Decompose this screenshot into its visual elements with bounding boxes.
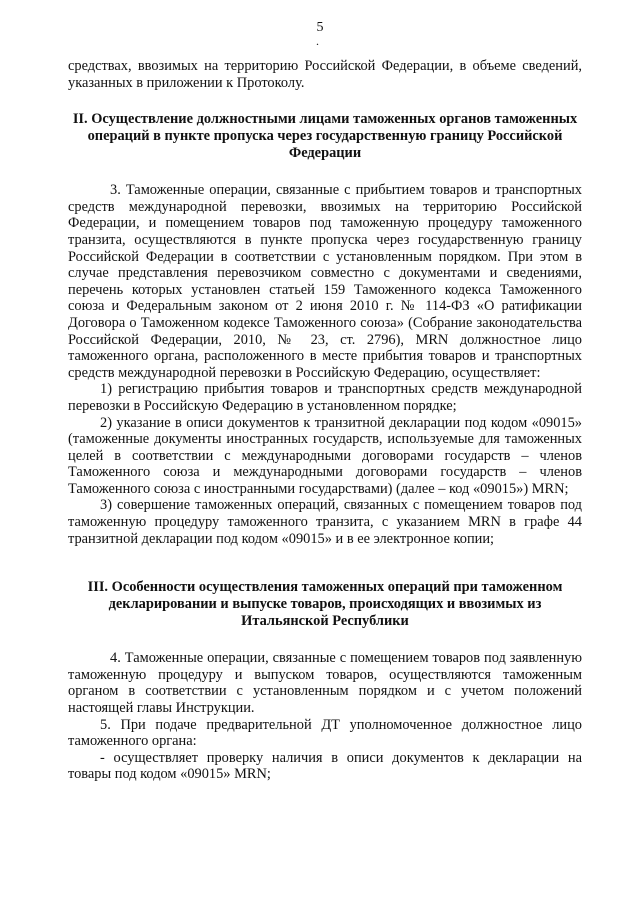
page-mark: . xyxy=(316,34,319,48)
page-number: 5 xyxy=(316,20,324,35)
list-item-2: 2) указание в описи документов к транзитной декларации под кодом «09015» (таможенные документы иностранных государств, используемые для таможенных целей в соответствии с международными договорами государств – членов Таможенного союза и международными договорами государств – членов Таможенного союза с иностранными государствами) (далее – код «09015») MRN; xyxy=(68,414,582,497)
document-body xyxy=(68,58,582,783)
list-item-3: 3) совершение таможенных операций, связанных с помещением товаров под таможенную процедуру таможенного транзита, с указанием MRN в графе 44 транзитной декларации под кодом «09015» и в ее электронное копии; xyxy=(68,497,582,547)
list-item-1: 1) регистрацию прибытия товаров и транспортных средств международной перевозки в Российскую Федерацию в установленном порядке; xyxy=(68,381,582,414)
intro-paragraph: средствах, ввозимых на территорию Российской Федерации, в объеме сведений, указанных в приложении к Протоколу. xyxy=(68,58,582,91)
section-3-heading: III. Особенности осуществления таможенных операций при таможенном декларировании и выпуске товаров, происходящих и ввозимых из Итальянской Республики xyxy=(87,579,563,630)
paragraph-5: 5. При подаче предварительной ДТ уполномоченное должностное лицо таможенного органа: xyxy=(68,716,582,750)
section-2-heading: II. Осуществление должностными лицами таможенных органов таможенных операций в пункте пропуска через государственную границу Российской Федерации xyxy=(72,111,578,162)
paragraph-4: 4. Таможенные операции, связанные с помещением товаров под заявленную таможенную процедуру и выпуском товаров, осуществляются таможенным органом в соответствии с установленным порядком и с учетом положений настоящей главы Инструкции. xyxy=(68,650,582,717)
bullet-item-1: - осуществляет проверку наличия в описи документов к декларации на товары под кодом «09015» MRN; xyxy=(68,749,582,783)
paragraph-3: 3. Таможенные операции, связанные с прибытием товаров и транспортных средств международной перевозки, ввозимых на территорию Российской Федерации, и помещением товаров под таможенную процедуру таможенного транзита, осуществляются в пункте пропуска через государственную границу Российской Федерации в соответствии с установленным порядком. При этом в случае представления перевозчиком совместно с документами и сведениями, перечень которых установлен статьей 159 Таможенного кодекса Таможенного союза и Федеральным законом от 2 июня 2010 г. № 114-ФЗ «О ратификации Договора о Таможенном кодексе Таможенного союза» (Собрание законодательства Российской Федерации, 2010, № 23, ст. 2796), MRN должностное лицо таможенного органа, расположенного в месте прибытия товаров и транспортных средств международной перевозки в Российскую Федерацию, осуществляет: xyxy=(68,182,582,381)
